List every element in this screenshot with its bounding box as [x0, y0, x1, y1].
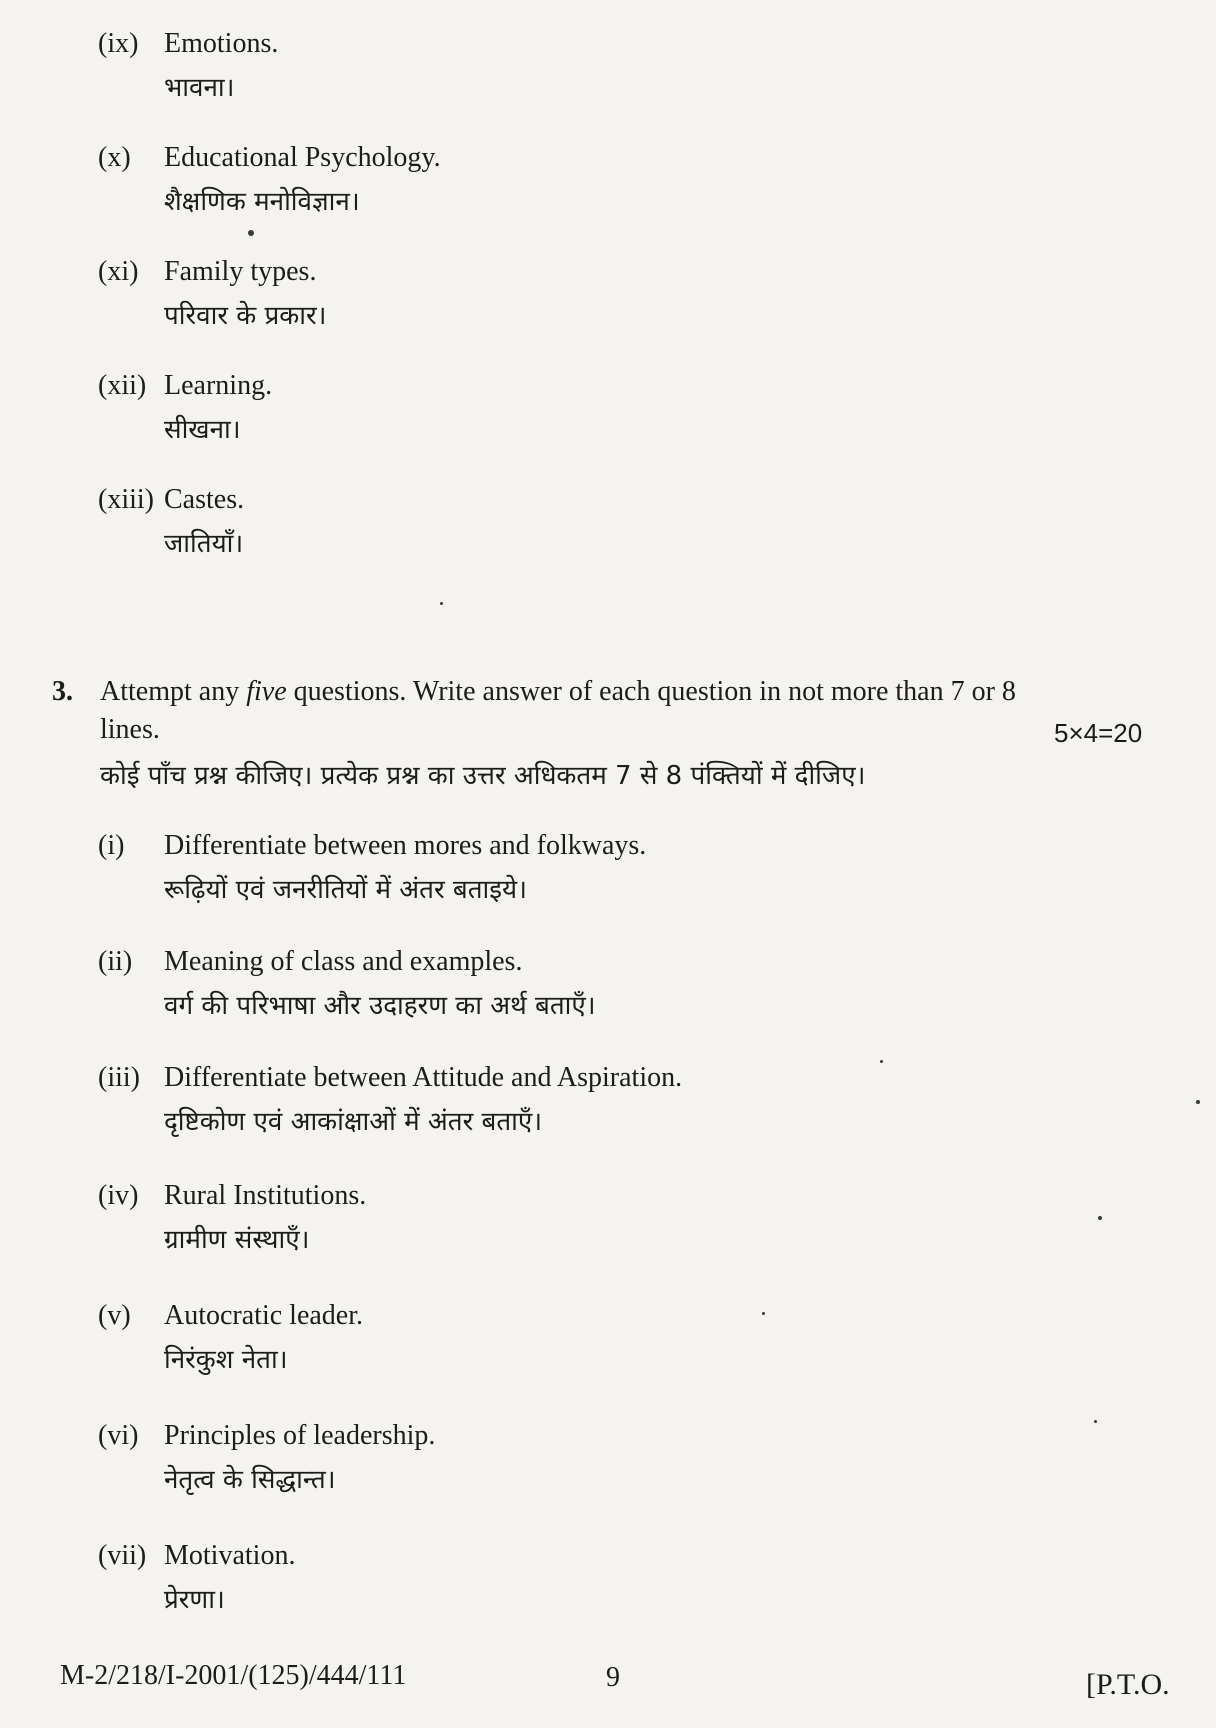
item-hindi: शैक्षणिक मनोविज्ञान।	[164, 187, 360, 217]
scan-speck	[1094, 1420, 1097, 1423]
instruction-part: questions. Write answer of each question in not more than 7 or 8	[286, 676, 1016, 707]
item-english: Differentiate between Attitude and Aspiration.	[164, 1062, 683, 1093]
instruction-part: Attempt any	[100, 676, 247, 707]
marks-label: 5×4=20	[1054, 718, 1143, 748]
scan-speck	[248, 230, 254, 236]
item-hindi: वर्ग की परिभाषा और उदाहरण का अर्थ बताएँ।	[164, 991, 596, 1021]
item-number: (xiii)	[98, 484, 154, 515]
item-hindi: निरंकुश नेता।	[164, 1345, 288, 1375]
question-number: 3.	[52, 676, 73, 707]
item-english: Autocratic leader.	[164, 1300, 364, 1331]
question-instruction	[100, 676, 1016, 708]
item-number: (x)	[98, 142, 131, 173]
item-english: Differentiate between mores and folkways.	[164, 830, 647, 861]
pto-label: [P.T.O.	[1086, 1668, 1170, 1701]
item-number: (iii)	[98, 1062, 140, 1093]
item-number: (ii)	[98, 946, 133, 977]
scan-speck	[1196, 1100, 1200, 1104]
question-instruction-cont: lines.	[100, 714, 160, 745]
item-number: (vi)	[98, 1420, 139, 1451]
item-number: (iv)	[98, 1180, 139, 1211]
item-hindi: भावना।	[164, 73, 235, 103]
scan-speck	[440, 602, 443, 605]
item-english: Rural Institutions.	[164, 1180, 367, 1211]
item-hindi: नेतृत्व के सिद्धान्त।	[164, 1465, 336, 1495]
scan-speck	[880, 1060, 883, 1063]
item-english: Meaning of class and examples.	[164, 946, 523, 977]
item-hindi: परिवार के प्रकार।	[164, 301, 327, 331]
item-english: Family types.	[164, 256, 317, 287]
instruction-emphasis: five	[246, 676, 287, 707]
item-hindi: दृष्टिकोण एवं आकांक्षाओं में अंतर बताएँ।	[164, 1107, 543, 1137]
item-hindi: रूढ़ियों एवं जनरीतियों में अंतर बताइये।	[164, 875, 527, 905]
item-number: (i)	[98, 830, 125, 861]
item-english: Educational Psychology.	[164, 142, 441, 173]
scan-speck	[762, 1312, 765, 1315]
item-number: (xii)	[98, 370, 147, 401]
item-number: (v)	[98, 1300, 131, 1331]
item-english: Castes.	[164, 484, 245, 515]
item-english: Principles of leadership.	[164, 1420, 436, 1451]
scan-speck	[1098, 1216, 1102, 1220]
item-english: Learning.	[164, 370, 273, 401]
item-hindi: जातियाँ।	[164, 529, 244, 559]
paper-code: M-2/218/I-2001/(125)/444/111	[60, 1660, 407, 1691]
item-hindi: सीखना।	[164, 415, 241, 445]
item-hindi: ग्रामीण संस्थाएँ।	[164, 1225, 310, 1255]
item-number: (ix)	[98, 28, 139, 59]
item-number: (vii)	[98, 1540, 147, 1571]
item-number: (xi)	[98, 256, 139, 287]
item-english: Motivation.	[164, 1540, 296, 1571]
item-hindi: प्रेरणा।	[164, 1585, 225, 1615]
question-instruction-hindi: कोई पाँच प्रश्न कीजिए। प्रत्येक प्रश्न का उत्तर अधिकतम 7 से 8 पंक्तियों में दीजिए।	[100, 761, 866, 791]
item-english: Emotions.	[164, 28, 279, 59]
page-number: 9	[606, 1662, 620, 1693]
